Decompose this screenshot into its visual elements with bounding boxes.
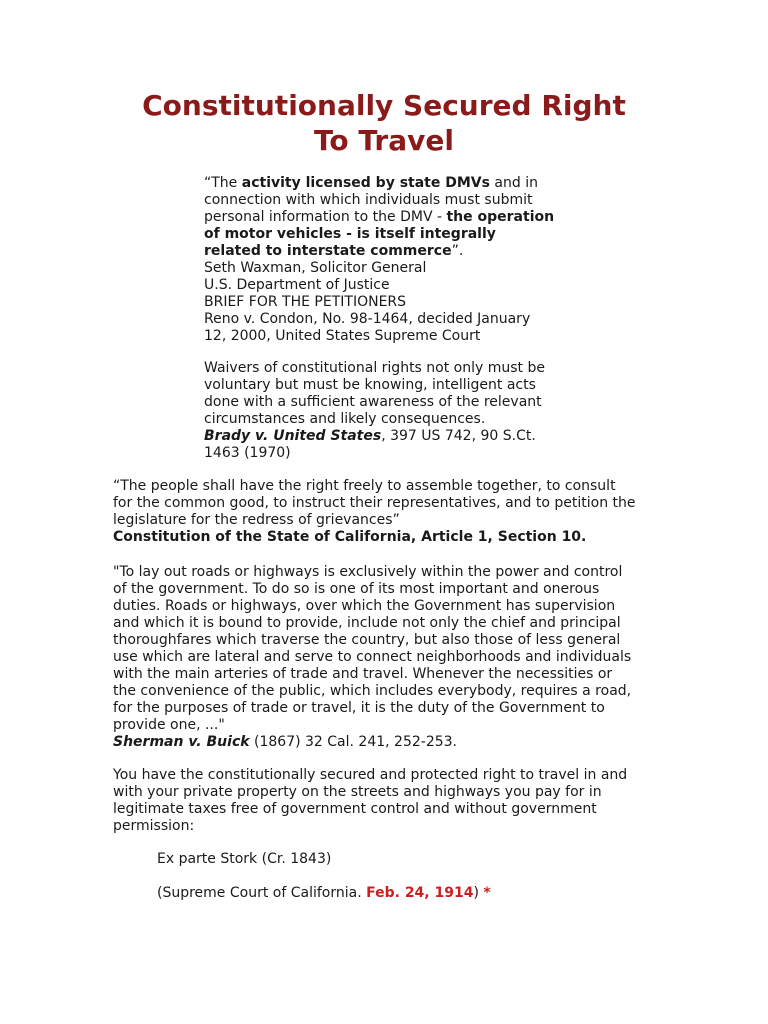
quote-roads-highways [113, 564, 673, 751]
citation-case: Reno v. Condon, No. 98-1464, decided January [204, 311, 531, 327]
case-citation: Ex parte Stork (Cr. 1843) [157, 851, 332, 867]
text-line: the convenience of the public, which includes everybody, requires a road, [113, 683, 632, 699]
quote-california-constitution [113, 478, 673, 546]
court-date: Feb. 24, 1914 [366, 885, 474, 901]
text-line: thoroughfares which traverse the country, but also those of less general [113, 632, 621, 648]
citation-author: Seth Waxman, Solicitor General [204, 260, 427, 276]
text-line: done with a sufficient awareness of the relevant [204, 394, 542, 410]
text-line: 1463 (1970) [204, 445, 291, 461]
text-line: permission: [113, 818, 195, 834]
paragraph-right-to-travel [113, 767, 673, 835]
citation-court: 12, 2000, United States Supreme Court [204, 328, 481, 344]
text-line: legitimate taxes free of government control and without government [113, 801, 597, 817]
text: ) [473, 885, 484, 901]
case-ex-parte-stork [157, 851, 657, 868]
quote-dmv [204, 175, 604, 345]
text: (1867) 32 Cal. 241, 252-253. [249, 734, 457, 750]
text-line: circumstances and likely consequences. [204, 411, 486, 427]
case-name: Brady v. United States [204, 428, 382, 444]
court-name: (Supreme Court of California. [157, 885, 367, 901]
title-line-1: Constitutionally Secured Right [142, 89, 626, 122]
text-line: legislature for the redress of grievances” [113, 512, 400, 528]
text-line: voluntary but must be knowing, intelligent acts [204, 377, 536, 393]
case-name: Sherman v. Buick [113, 734, 250, 750]
text-line: with your private property on the streets and highways you pay for in [113, 784, 602, 800]
text-line: provide one, ..." [113, 717, 225, 733]
text: ”. [451, 243, 464, 259]
document-title [0, 88, 768, 158]
citation-brief: BRIEF FOR THE PETITIONERS [204, 294, 407, 310]
text-line: "To lay out roads or highways is exclusively within the power and control [113, 564, 623, 580]
text-line: Waivers of constitutional rights not only must be [204, 360, 545, 376]
citation-constitution: Constitution of the State of California, Article 1, Section 10. [113, 529, 587, 545]
quote-waivers [204, 360, 604, 462]
bold-text: the operation [446, 209, 555, 225]
text-line: with the main arteries of trade and travel. Whenever the necessities or [113, 666, 613, 682]
text-line: and which it is bound to provide, include not only the chief and principal [113, 615, 621, 631]
asterisk-mark: * [483, 885, 491, 901]
text-line: connection with which individuals must submit [204, 192, 533, 208]
text-line: for the common good, to instruct their representatives, and to petition the [113, 495, 636, 511]
text: “The [204, 175, 242, 191]
text: and in [489, 175, 538, 191]
citation-department: U.S. Department of Justice [204, 277, 390, 293]
case-court-line [157, 885, 657, 902]
text-line: use which are lateral and serve to connect neighborhoods and individuals [113, 649, 632, 665]
text: personal information to the DMV - [204, 209, 447, 225]
text-line: for the purposes of trade or travel, it is the duty of the Government to [113, 700, 605, 716]
text: , 397 US 742, 90 S.Ct. [381, 428, 536, 444]
bold-text: related to interstate commerce [204, 243, 452, 259]
text-line: “The people shall have the right freely to assemble together, to consult [113, 478, 616, 494]
bold-text: activity licensed by state DMVs [241, 175, 490, 191]
title-line-2: To Travel [314, 124, 454, 157]
text-line: duties. Roads or highways, over which the Government has supervision [113, 598, 616, 614]
text-line: You have the constitutionally secured and protected right to travel in and [113, 767, 628, 783]
bold-line: of motor vehicles - is itself integrally [204, 226, 496, 242]
text-line: of the government. To do so is one of its most important and onerous [113, 581, 600, 597]
